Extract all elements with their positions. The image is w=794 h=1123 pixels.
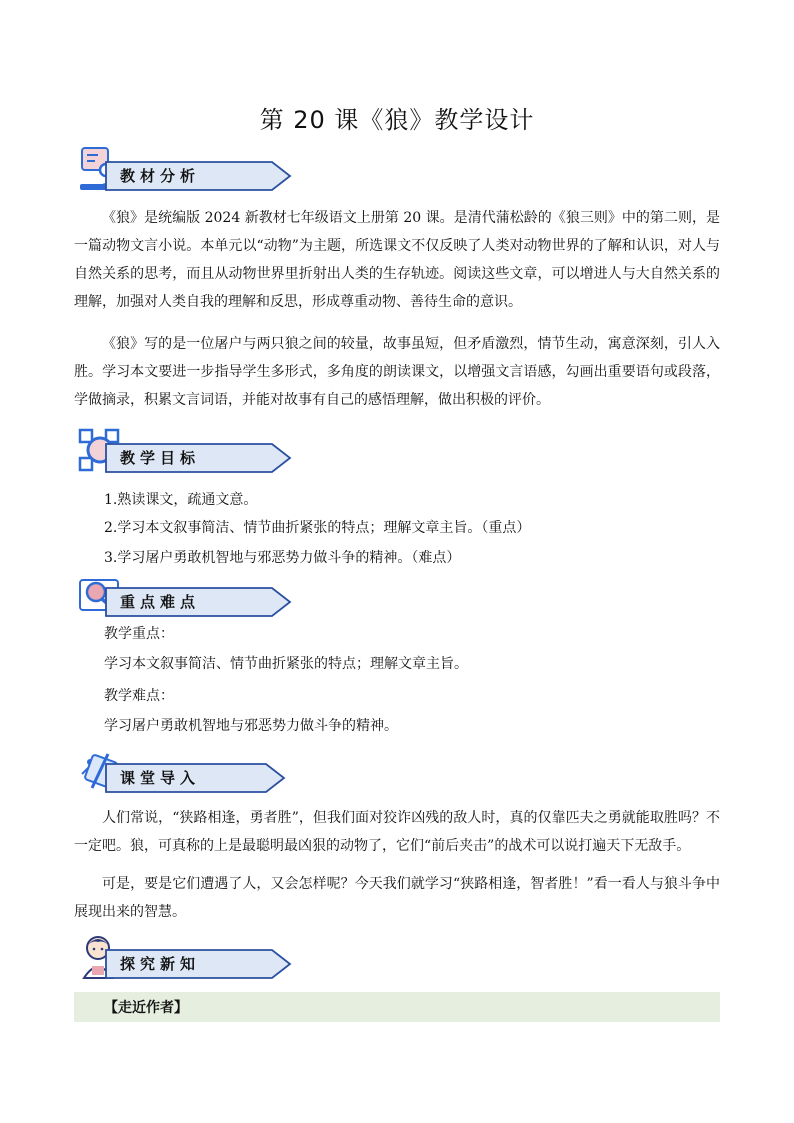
difficulty-label: 教学难点： bbox=[104, 688, 174, 704]
author-section-bar bbox=[74, 992, 720, 1022]
intro-paragraph-2: 可是，要是它们遭遇了人，又会怎样呢？今天我们就学习“狭路相逢，智者胜！”看一看人与狼斗争中展现出来的智慧。 bbox=[74, 876, 720, 920]
section-tag bbox=[104, 586, 292, 616]
analysis-paragraph-2: 《狼》写的是一位屠户与两只狼之间的较量，故事虽短，但矛盾激烈，情节生动，寓意深刻，引人入胜。学习本文要进一步指导学生多形式，多角度的朗读课文，以增强文言语感，勾画出重要语句或段落，学做摘录，积累文言词语，并能对故事有自己的感悟理解，做出积极的评价。 bbox=[74, 336, 720, 408]
difficulty-text: 学习屠户勇敢机智地与邪恶势力做斗争的精神。 bbox=[104, 718, 398, 734]
goal-item-1: 1.熟读课文，疏通文意。 bbox=[104, 492, 258, 508]
section-label-key-points: 重点难点 bbox=[120, 593, 201, 611]
section-label-goals: 教学目标 bbox=[120, 449, 201, 467]
focus-text: 学习本文叙事简洁、情节曲折紧张的特点；理解文章主旨。 bbox=[104, 656, 468, 672]
goal-item-2: 2.学习本文叙事简洁、情节曲折紧张的特点；理解文章主旨。（重点） bbox=[104, 520, 531, 536]
goal-item-3: 3.学习屠户勇敢机智地与邪恶势力做斗争的精神。（难点） bbox=[104, 550, 461, 566]
section-header-goals bbox=[78, 428, 228, 480]
section-tag bbox=[104, 160, 292, 190]
section-header-intro bbox=[78, 748, 228, 800]
focus-label: 教学重点： bbox=[104, 626, 174, 642]
section-header-analysis bbox=[78, 146, 228, 198]
author-section-label: 【走近作者】 bbox=[104, 1000, 188, 1016]
document-title: 第 20 课《狼》教学设计 bbox=[259, 106, 535, 134]
section-label-explore: 探究新知 bbox=[120, 955, 201, 973]
section-tag bbox=[104, 442, 292, 472]
section-header-explore bbox=[78, 934, 228, 986]
intro-paragraph-1: 人们常说，“狭路相逢，勇者胜”，但我们面对狡诈凶残的敌人时，真的仅靠匹夫之勇就能取胜吗？不一定吧。狼，可真称的上是最聪明最凶狠的动物了，它们“前后夹击”的战术可以说打遍天下无敌手。 bbox=[74, 810, 720, 854]
section-header-key-points bbox=[78, 572, 228, 624]
section-label-intro: 课堂导入 bbox=[120, 769, 201, 787]
section-tag bbox=[104, 948, 292, 978]
section-label-analysis: 教材分析 bbox=[120, 167, 201, 185]
analysis-paragraph-1: 《狼》是统编版 2024 新教材七年级语文上册第 20 课。是清代蒲松龄的《狼三则》中的第二则，是一篇动物文言小说。本单元以“动物”为主题，所选课文不仅反映了人类对动物世界的了解和认识，对人与自然关系的思考，而且从动物世界里折射出人类的生存轨迹。阅读这些文章，可以增进人与大自然关系的理解，加强对人类自我的理解和反思，形成尊重动物、善待生命的意识。 bbox=[74, 210, 720, 310]
section-tag bbox=[104, 762, 292, 792]
